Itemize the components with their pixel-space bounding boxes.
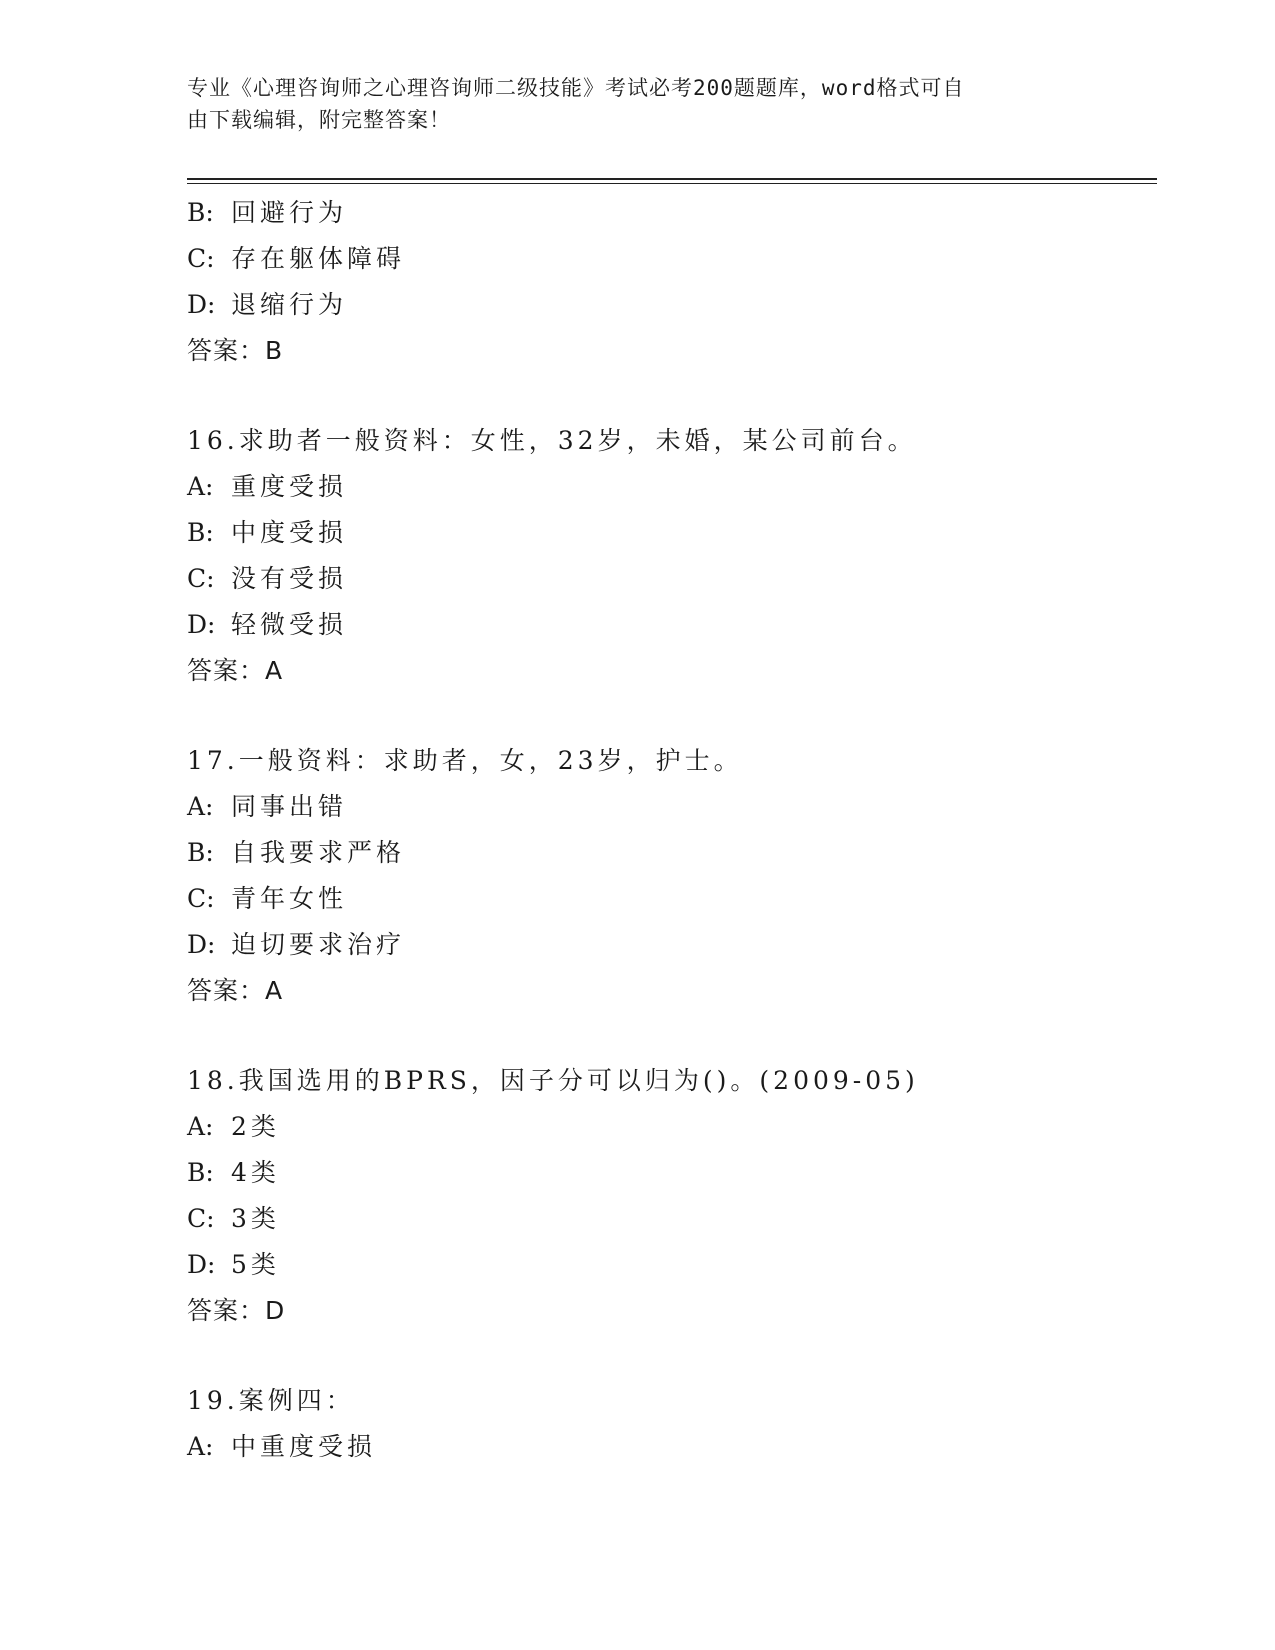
option-label: B: <box>187 838 214 867</box>
option-label: C: <box>187 244 215 273</box>
option-label: C: <box>187 884 215 913</box>
option-label: D: <box>187 610 216 639</box>
option-line <box>187 602 1157 648</box>
option-line <box>187 282 1157 328</box>
option-line <box>187 556 1157 602</box>
option-label: A: <box>187 1432 214 1461</box>
option-text: 没有受损 <box>231 564 348 593</box>
question-stem: 18.我国选用的BPRS，因子分可以归为()。(2009-05) <box>187 1066 919 1095</box>
option-line <box>187 830 1157 876</box>
question-carryover <box>187 190 1157 374</box>
option-text: 退缩行为 <box>231 290 348 319</box>
document-header <box>187 72 1067 136</box>
question-19 <box>187 1378 1157 1470</box>
header-divider-thick <box>187 178 1157 180</box>
option-text: 4类 <box>231 1158 280 1187</box>
option-line <box>187 1196 1157 1242</box>
option-line <box>187 1104 1157 1150</box>
option-line <box>187 1424 1157 1470</box>
document-body <box>187 190 1157 1470</box>
question-stem: 16.求助者一般资料：女性，32岁，未婚，某公司前台。 <box>187 426 917 455</box>
option-line <box>187 1242 1157 1288</box>
header-line-1: 专业《心理咨询师之心理咨询师二级技能》考试必考200题题库，word格式可自 <box>187 76 965 100</box>
option-text: 中度受损 <box>231 518 348 547</box>
question-18 <box>187 1058 1157 1334</box>
option-text: 5类 <box>231 1250 280 1279</box>
question-17 <box>187 738 1157 1014</box>
option-text: 3类 <box>231 1204 280 1233</box>
question-stem: 19.案例四： <box>187 1386 355 1415</box>
option-text: 轻微受损 <box>231 610 348 639</box>
option-label: A: <box>187 472 214 501</box>
option-line <box>187 922 1157 968</box>
option-text: 回避行为 <box>231 198 348 227</box>
question-16 <box>187 418 1157 694</box>
option-text: 重度受损 <box>231 472 348 501</box>
option-text: 存在躯体障碍 <box>231 244 406 273</box>
option-label: A: <box>187 792 214 821</box>
option-label: C: <box>187 564 215 593</box>
option-label: B: <box>187 1158 214 1187</box>
option-label: B: <box>187 518 214 547</box>
option-line <box>187 190 1157 236</box>
option-line <box>187 464 1157 510</box>
option-label: A: <box>187 1112 214 1141</box>
option-line <box>187 1150 1157 1196</box>
answer-line: 答案：B <box>187 336 284 365</box>
option-line <box>187 784 1157 830</box>
header-line-2: 由下载编辑，附完整答案！ <box>187 108 451 132</box>
answer-line: 答案：A <box>187 976 284 1005</box>
option-label: D: <box>187 930 216 959</box>
question-stem: 17.一般资料：求助者，女，23岁，护士。 <box>187 746 743 775</box>
option-label: C: <box>187 1204 215 1233</box>
header-divider-thin <box>187 183 1157 184</box>
option-label: D: <box>187 290 216 319</box>
option-text: 2类 <box>231 1112 280 1141</box>
option-line <box>187 876 1157 922</box>
option-text: 中重度受损 <box>231 1432 377 1461</box>
option-text: 青年女性 <box>231 884 348 913</box>
option-text: 自我要求严格 <box>231 838 406 867</box>
option-line <box>187 510 1157 556</box>
answer-line: 答案：D <box>187 1296 286 1325</box>
option-text: 同事出错 <box>231 792 348 821</box>
option-text: 迫切要求治疗 <box>231 930 406 959</box>
answer-line: 答案：A <box>187 656 284 685</box>
option-label: B: <box>187 198 214 227</box>
option-label: D: <box>187 1250 216 1279</box>
option-line <box>187 236 1157 282</box>
